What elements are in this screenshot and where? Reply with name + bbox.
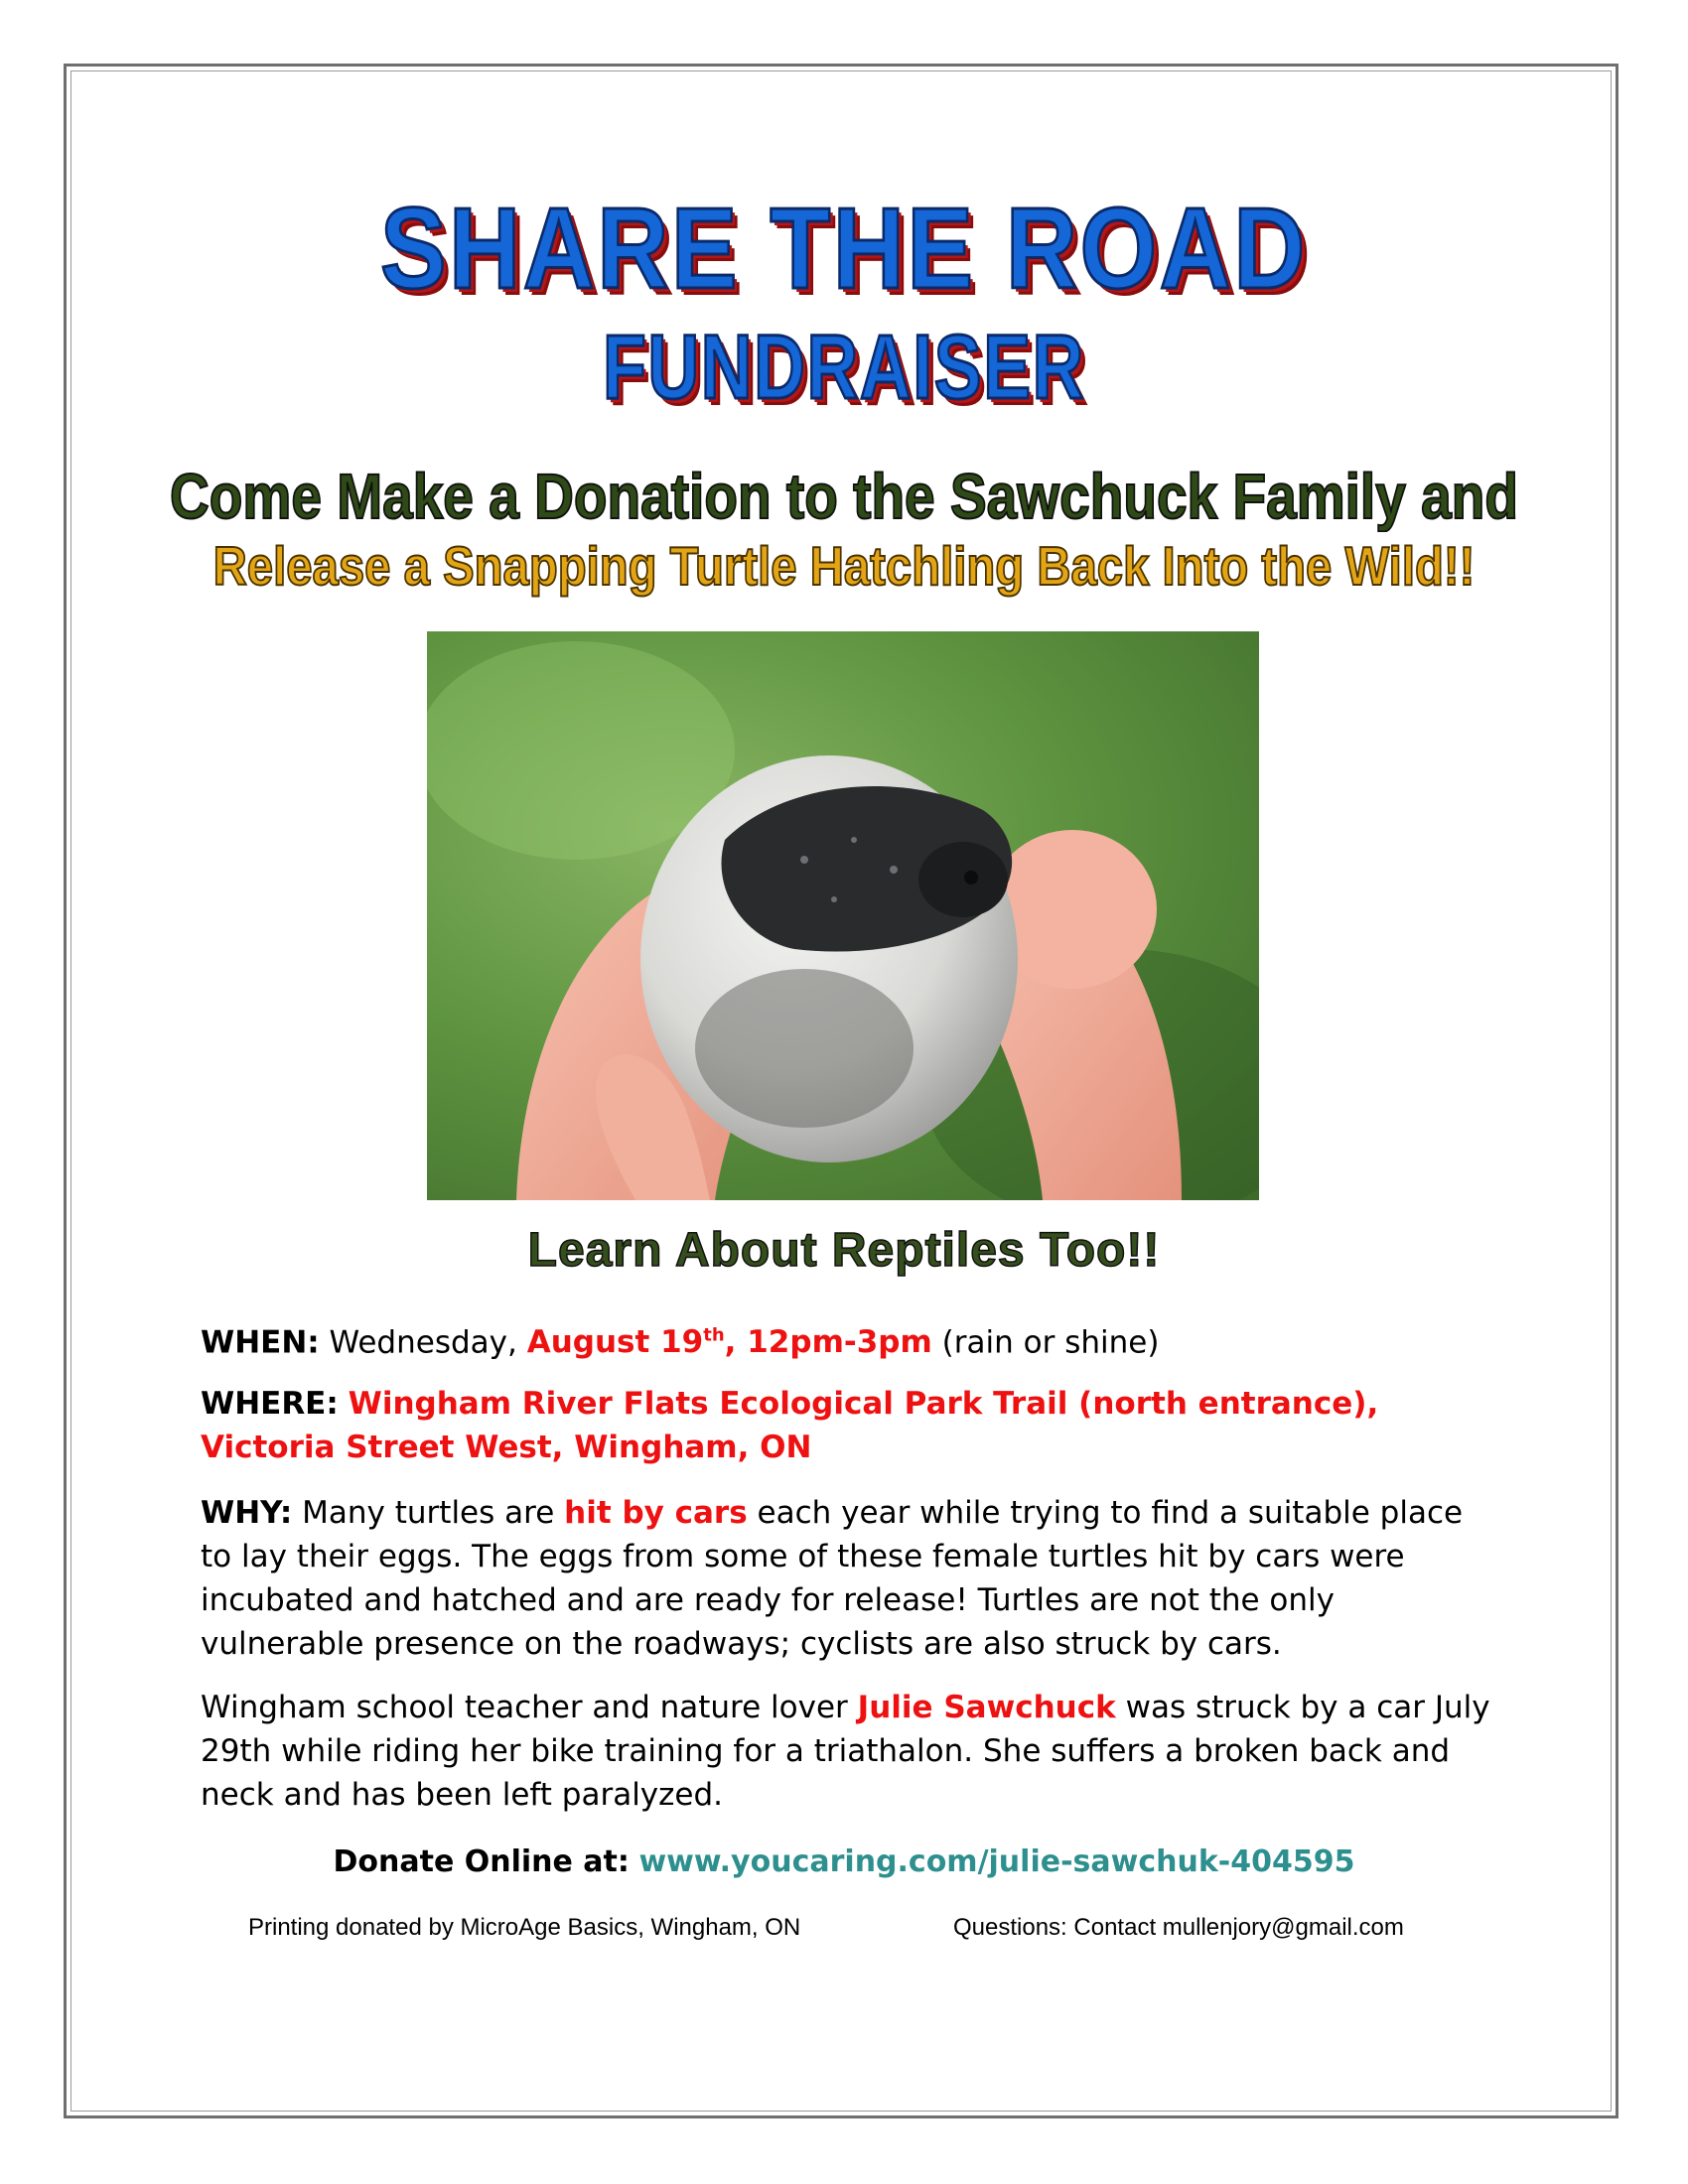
where-line2: Victoria Street West, Wingham, ON [201,1430,812,1465]
when-time: , 12pm-3pm [724,1324,932,1361]
story-paragraph [201,1686,1501,1817]
flyer-subtitle: FUNDRAISER [602,317,1086,418]
why-label: WHY: [201,1495,293,1531]
donate-link[interactable]: www.youcaring.com/julie-sawchuk-404595 [638,1844,1355,1879]
story-pre: Wingham school teacher and nature lover [201,1690,848,1725]
donate-line [0,1844,1688,1879]
footer-printing-credit: Printing donated by MicroAge Basics, Wingham, ON [248,1914,801,1941]
why-pre: Many turtles are [302,1495,555,1531]
turtle-hatchling-illustration [427,631,1259,1200]
story-post: was struck by a car July 29th while riding her bike training for a triathalon. She suffers a broken back and neck and has been left paralyzed. [201,1690,1490,1813]
tagline-donation: Come Make a Donation to the Sawchuck Family and [170,461,1518,532]
when-label: WHEN: [201,1324,320,1361]
donate-label: Donate Online at: [333,1844,630,1879]
when-day: Wednesday, [329,1324,517,1361]
story-name: Julie Sawchuck [857,1690,1116,1725]
when-date-suffix: th [703,1325,725,1346]
tagline-release: Release a Snapping Turtle Hatchling Back Into the Wild!! [212,535,1476,597]
turtle-hatchling-photo [427,631,1259,1200]
why-paragraph [201,1491,1501,1666]
when-date [527,1324,932,1360]
why-highlight: hit by cars [564,1495,748,1531]
where-block [201,1382,1491,1469]
when-date-text: August 19 [526,1324,704,1361]
footer-contact: Questions: Contact mullenjory@gmail.com [953,1914,1404,1941]
when-note: (rain or shine) [941,1324,1160,1361]
why-post: each year while trying to find a suitable place to lay their eggs. The eggs from some of these female turtles hit by cars were incubated and hatched and are ready for release! Turtles are not the only vulnerable presence on the roadways; cyclists are also struck by cars. [201,1495,1464,1662]
where-line1: Wingham River Flats Ecological Park Trail (north entrance), [348,1386,1379,1422]
flyer-title: SHARE THE ROAD [379,184,1309,313]
where-label: WHERE: [201,1386,339,1422]
when-line [201,1314,1491,1364]
learn-heading: Learn About Reptiles Too!! [527,1224,1161,1277]
